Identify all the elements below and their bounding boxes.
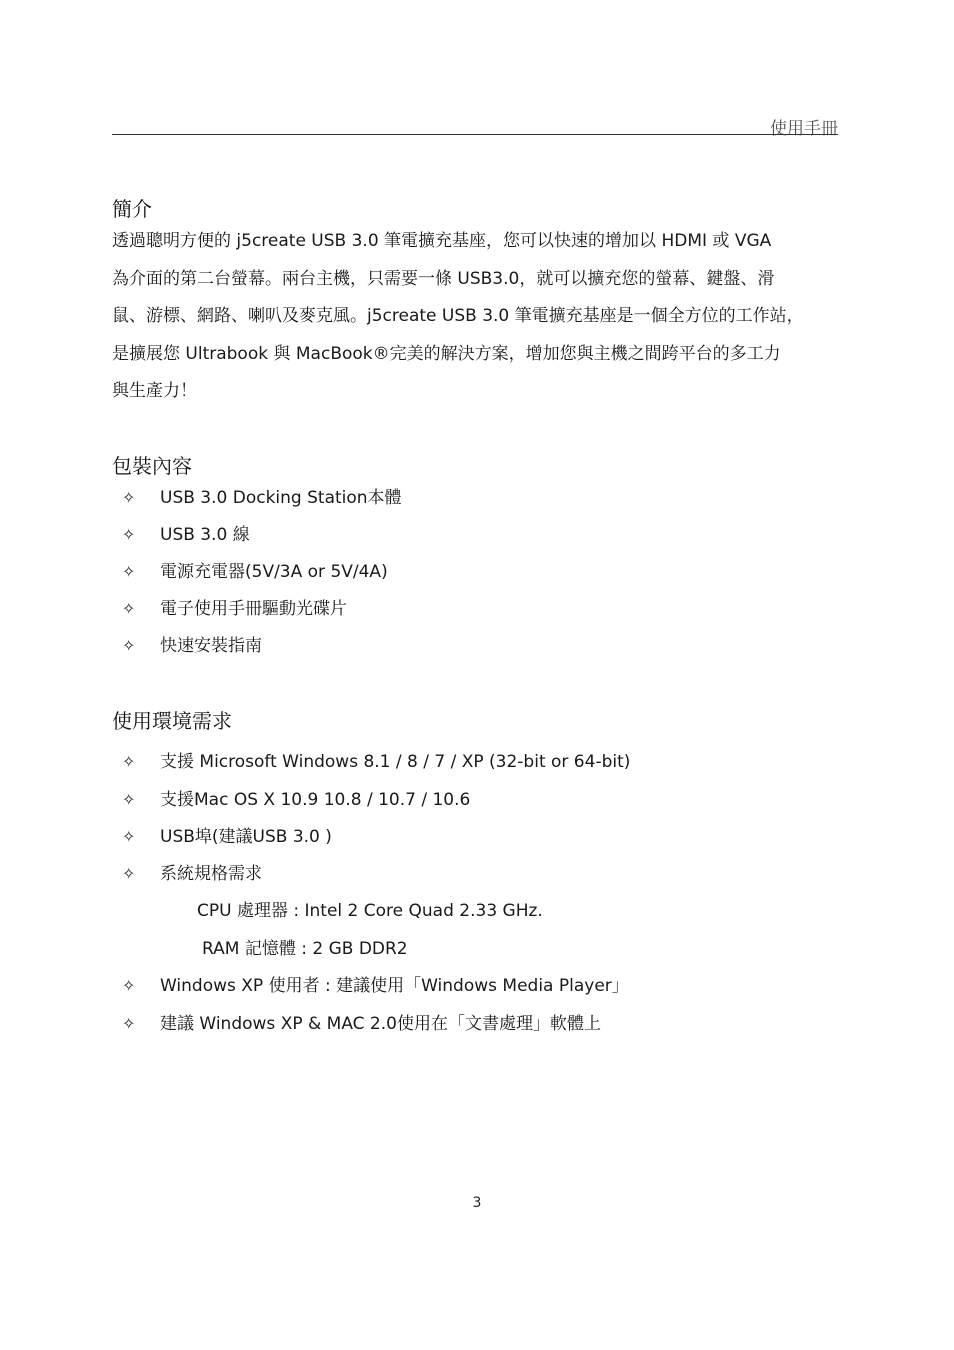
intro-line: 鼠、游標、網路、喇叭及麥克風。j5create USB 3.0 筆電擴充基座是一個全方位的工作站， bbox=[112, 306, 804, 326]
list-item-text: 電源充電器(5V/3A or 5V/4A) bbox=[160, 562, 388, 582]
list-item bbox=[122, 631, 262, 656]
bullet-icon: ✧ bbox=[122, 976, 136, 995]
list-item bbox=[122, 859, 262, 884]
spec-line-cpu: CPU 處理器 : Intel 2 Core Quad 2.33 GHz. bbox=[197, 901, 543, 921]
list-item bbox=[122, 1009, 601, 1034]
list-item-text: Windows XP 使用者 : 建議使用「Windows Media Player」 bbox=[160, 976, 629, 996]
list-item bbox=[122, 822, 332, 847]
spec-line-ram: RAM 記憶體 : 2 GB DDR2 bbox=[202, 939, 408, 959]
list-item-text: 支援 Microsoft Windows 8.1 / 8 / 7 / XP (32-bit or 64-bit) bbox=[160, 752, 631, 772]
intro-line: 是擴展您 Ultrabook 與 MacBook®完美的解決方案，增加您與主機之間跨平台的多工力 bbox=[112, 344, 781, 364]
bullet-icon: ✧ bbox=[122, 525, 136, 544]
intro-heading: 簡介 bbox=[112, 197, 152, 221]
requirements-heading: 使用環境需求 bbox=[112, 709, 232, 733]
intro-line: 透過聰明方便的 j5create USB 3.0 筆電擴充基座，您可以快速的增加以 HDMI 或 VGA bbox=[112, 231, 772, 251]
list-item-text: 電子使用手冊驅動光碟片 bbox=[160, 599, 347, 619]
list-item-text: 快速安裝指南 bbox=[160, 636, 262, 656]
list-item-text: 支援Mac OS X 10.9 10.8 / 10.7 / 10.6 bbox=[160, 790, 471, 810]
bullet-icon: ✧ bbox=[122, 864, 136, 883]
list-item bbox=[122, 483, 402, 508]
list-item bbox=[122, 747, 630, 772]
list-item-text: USB埠(建議USB 3.0 ) bbox=[160, 827, 332, 847]
list-item bbox=[122, 971, 629, 996]
bullet-icon: ✧ bbox=[122, 488, 136, 507]
bullet-icon: ✧ bbox=[122, 599, 136, 618]
list-item bbox=[122, 557, 388, 582]
list-item bbox=[122, 594, 347, 619]
list-item bbox=[122, 785, 470, 810]
bullet-icon: ✧ bbox=[122, 636, 136, 655]
list-item-text: 系統規格需求 bbox=[160, 864, 262, 884]
package-heading: 包裝內容 bbox=[112, 454, 192, 478]
page-number: 3 bbox=[472, 1195, 482, 1211]
bullet-icon: ✧ bbox=[122, 752, 136, 771]
bullet-icon: ✧ bbox=[122, 790, 136, 809]
header-divider bbox=[112, 134, 838, 135]
bullet-icon: ✧ bbox=[122, 1014, 136, 1033]
list-item-text: USB 3.0 Docking Station本體 bbox=[160, 488, 402, 508]
intro-line: 與生產力！ bbox=[112, 381, 197, 401]
intro-line: 為介面的第二台螢幕。兩台主機，只需要一條 USB3.0，就可以擴充您的螢幕、鍵盤、滑 bbox=[112, 269, 775, 289]
bullet-icon: ✧ bbox=[122, 827, 136, 846]
bullet-icon: ✧ bbox=[122, 562, 136, 581]
header-title: 使用手冊 bbox=[770, 119, 838, 139]
list-item-text: 建議 Windows XP & MAC 2.0使用在「文書處理」軟體上 bbox=[160, 1014, 601, 1034]
list-item-text: USB 3.0 線 bbox=[160, 525, 250, 545]
list-item bbox=[122, 520, 250, 545]
